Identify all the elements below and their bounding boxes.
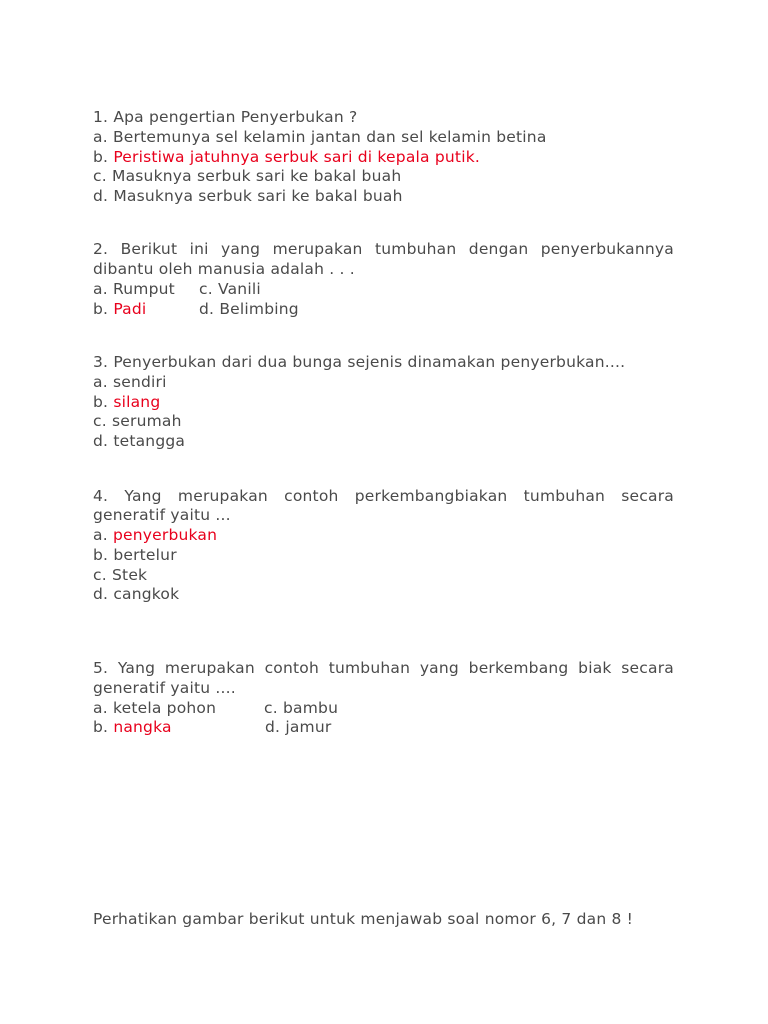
question-4-option-c: c. Stek bbox=[93, 566, 148, 584]
answer-highlight: Padi bbox=[113, 300, 147, 318]
answer-highlight: nangka bbox=[113, 718, 172, 736]
question-3-stem: 3. Penyerbukan dari dua bunga sejenis dinamakan penyerbukan.... bbox=[93, 353, 626, 371]
question-5-stem-line-1: 5. Yang merupakan contoh tumbuhan yang berkembang biak secara bbox=[93, 659, 674, 677]
question-2-option-d: d. Belimbing bbox=[199, 300, 299, 318]
instruction-text: Perhatikan gambar berikut untuk menjawab soal nomor 6, 7 dan 8 ! bbox=[93, 910, 634, 928]
question-3-option-c: c. serumah bbox=[93, 412, 182, 430]
question-4-option-d: d. cangkok bbox=[93, 585, 180, 603]
question-4-stem-line-1: 4. Yang merupakan contoh perkembangbiakan tumbuhan secara bbox=[93, 487, 674, 505]
question-2-stem-line-2: dibantu oleh manusia adalah . . . bbox=[93, 260, 355, 278]
question-2-option-c: c. Vanili bbox=[199, 280, 261, 298]
question-2-option-a: a. Rumput bbox=[93, 280, 175, 298]
question-3-option-b: b. silang bbox=[93, 393, 161, 411]
question-5-option-c: c. bambu bbox=[264, 699, 339, 717]
question-5-option-b: b. nangka bbox=[93, 718, 172, 736]
question-5-stem-line-2: generatif yaitu .... bbox=[93, 679, 236, 697]
answer-highlight: silang bbox=[113, 393, 161, 411]
question-1-option-d: d. Masuknya serbuk sari ke bakal buah bbox=[93, 187, 403, 205]
answer-highlight: penyerbukan bbox=[112, 526, 218, 544]
question-1-option-c: c. Masuknya serbuk sari ke bakal buah bbox=[93, 167, 402, 185]
question-5-option-a: a. ketela pohon bbox=[93, 699, 217, 717]
question-2-stem-line-1: 2. Berikut ini yang merupakan tumbuhan dengan penyerbukannya bbox=[93, 240, 674, 258]
question-4-option-b: b. bertelur bbox=[93, 546, 177, 564]
question-4-option-a: a. penyerbukan bbox=[93, 526, 218, 544]
question-2-option-b: b. Padi bbox=[93, 300, 147, 318]
question-3-option-a: a. sendiri bbox=[93, 373, 167, 391]
question-1-option-a: a. Bertemunya sel kelamin jantan dan sel kelamin betina bbox=[93, 128, 547, 146]
question-5-option-d: d. jamur bbox=[265, 718, 332, 736]
question-1-stem: 1. Apa pengertian Penyerbukan ? bbox=[93, 108, 358, 126]
answer-highlight: Peristiwa jatuhnya serbuk sari di kepala putik. bbox=[113, 148, 481, 166]
question-1-option-b: b. Peristiwa jatuhnya serbuk sari di kepala putik. bbox=[93, 148, 481, 166]
question-3-option-d: d. tetangga bbox=[93, 432, 186, 450]
question-4-stem-line-2: generatif yaitu ... bbox=[93, 506, 231, 524]
